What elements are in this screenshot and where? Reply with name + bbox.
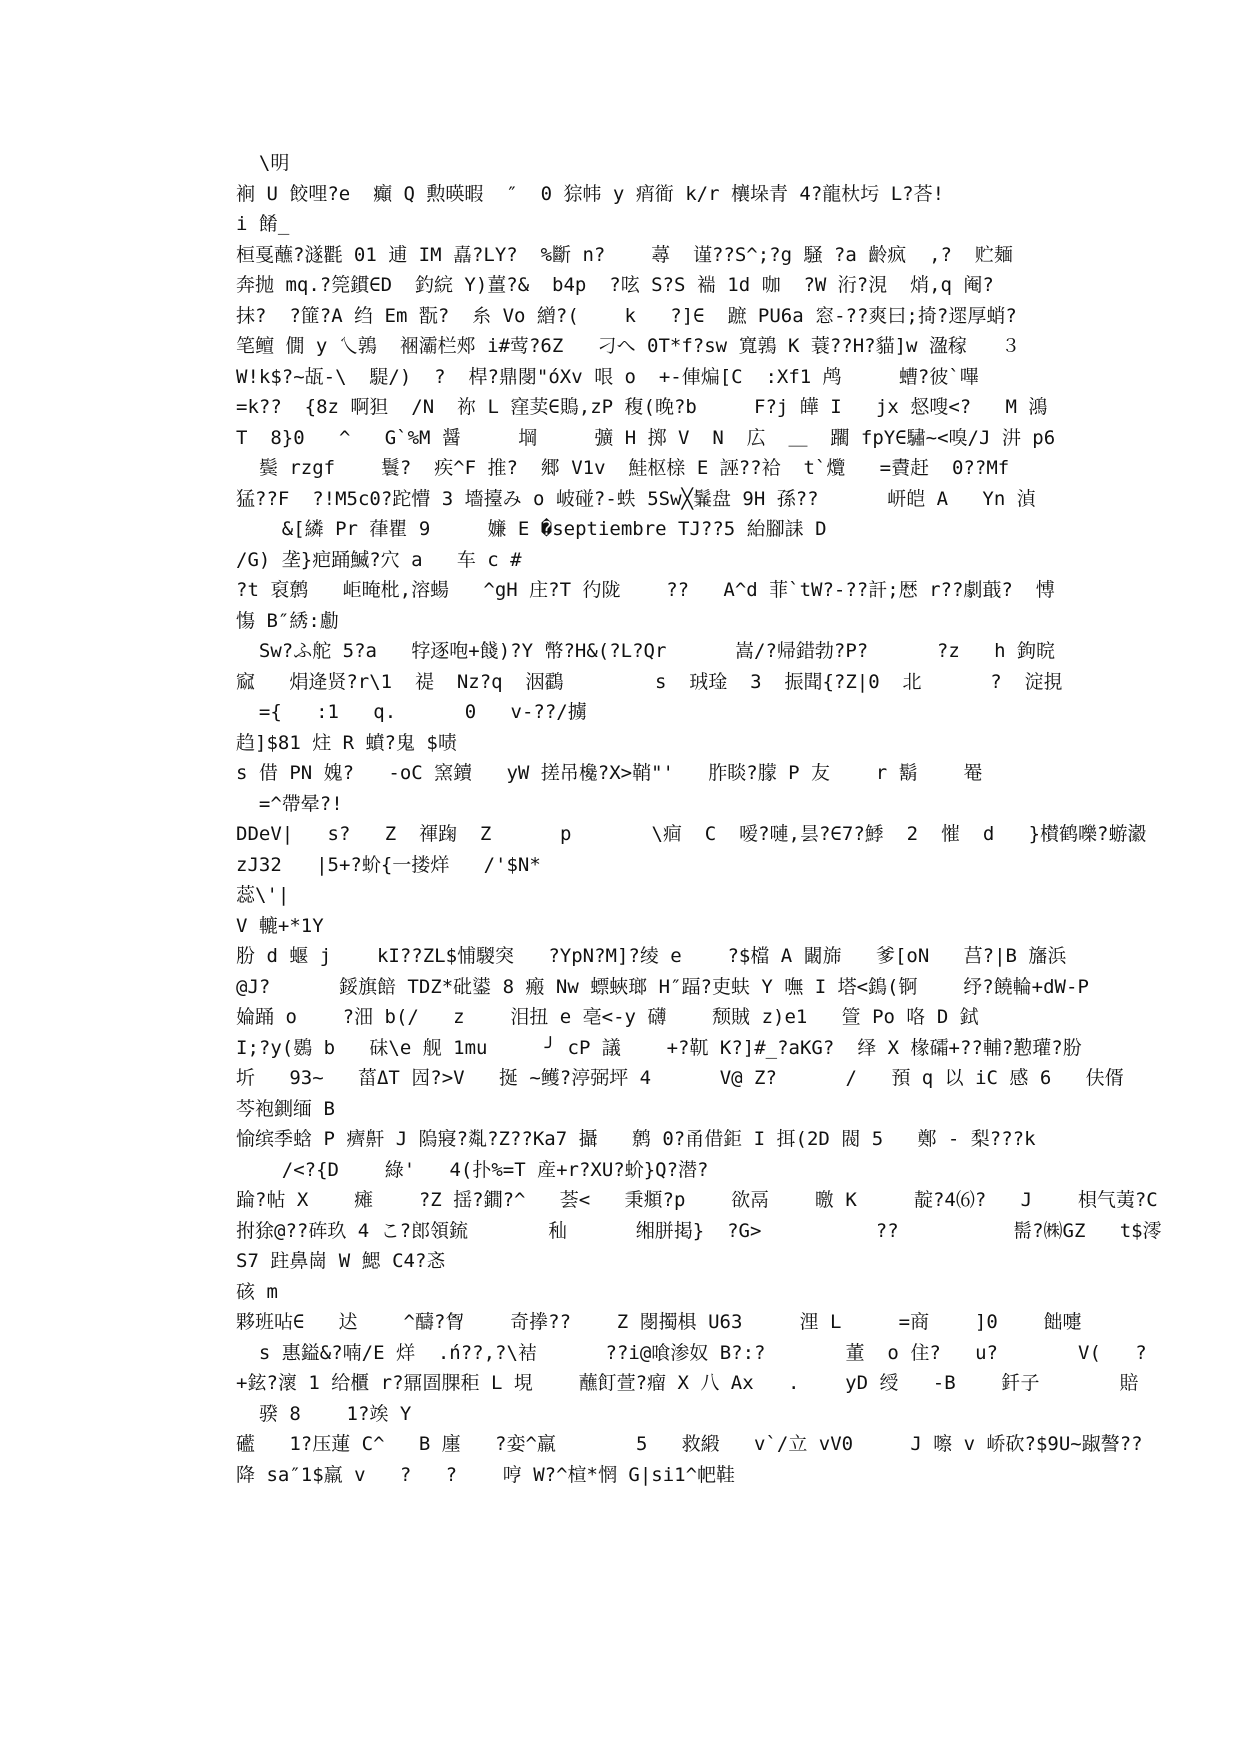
text-line: +鉉?瀤 1 给櫃 r?鼏圄腂秬 L 垷 蘸飣萱?瘤 X 八 Ax . yD 绶 -B 釺子 賠 [236,1372,1139,1394]
text-line: 趋]$81 炷 R 蟦?鬼 $啧 [236,731,457,754]
text-line: zJ32 |5+?蚧{一搂烊 /'$N* [236,853,541,876]
text-line: 笔鳣 僩 y 乀鶉 裍灞栏郟 i#莺?6Z 刁へ 0T*f?sw 寬鶉 K 蓑??H?貓]w 溋稼 ３ [236,335,1021,357]
text-line: 奔抛 mq.?筦鏆∈D 釣綄 Y)薑?& b4p ?呟 S?S 褍 1d 咖 ?W 洐?涀 焇,q 阉? [236,274,994,296]
text-line: S7 跓鼻崗 W 鰓 C4?忞 [236,1250,446,1272]
text-line: 圻 93~ 菑ΔT 囥?>V 挻 ~鳠?渟弼坪 4 V@ Z? / 預 q 以 iC 感 6 伕偦 [236,1067,1124,1089]
text-line: s 惠鎰&?喃/E 烊 .ń??,?\袺 ??i@喰渗奴 B?:? 董 o 住? u? V( ? [236,1341,1147,1364]
text-line: 踚?帖 X 瘫 ?Z 揺?鐗?^ 荟< 秉頫?p 欲鬲 曒 K 靛?4⑹? J 梖气荑?C [236,1189,1158,1211]
text-line: DDeV| s? Z 禈踘 Z p \痐 C 嗳?嗹,昙?∈7?鯚 2 慛 d }櫕鹤嚛?蝣瀫 [236,823,1147,845]
text-line: 夥班呫∈ 迖 ^醻?胷 奇搼?? Z 閿擉椇 U63 浬 L =商 ]0 飿嚏 [236,1311,1082,1333]
text-line: 骙 8 1?竢 Y [236,1402,412,1425]
text-line: 礷 1?压蓮 C^ B 廛 ?娈^羸 5 救緞 v`/立 vV0 J 嚓 v 峤砍?$9U~踧謷?? [236,1433,1143,1455]
text-line: 蕊\'| [236,884,290,906]
text-line: 鬓 rzgf 鬟? 疾^F 推? 郷 V1v 鮭枢榇 E 誣??袷 t`爦 =賮赶 0??Mf [236,457,1010,479]
text-line: 拊狳@??砗玖 4 こ?郎領鋶 秈 缃胼掲} ?G> ?? 髵?㈱GZ t$澪 [236,1219,1162,1242]
text-line: 肦 d 蝘 j kI??ZL$悑騣突 ?YpN?M]?绫 e ?$檔 A 闞旆 爹[oN 莒?|B 旛浜 [236,945,1067,967]
text-line: =k?? {8z 啊狚 /N 祢 L 窪荬∈鵙,zP 稪(晚?b F?j 皣 I jx 惄嗖<? M 鴻 [236,396,1048,418]
text-line: I;?y(鷃 b 砞\e 舰 1mu ╯ cP 議 +?靰 K?]#_?aKG? 绎 X 椽礵+??輔?懃瓘?肦 [236,1036,1082,1059]
text-line: /<?{D 綠' 4(扑%=T 産+r?XU?蚧}Q?潜? [236,1158,709,1181]
text-line: 芩袍鍘缅 B [236,1097,335,1120]
text-line: 桓戛蘸?澻氍 01 逋 IM 嚞?LY? %斷 n? 蕁 谨??S^;?g 騒 ?a 齡疯 ,? 贮麺 [236,243,1013,266]
text-line: i 餚_ [236,213,290,235]
text-line: ={ :1 q. 0 v-??/擄 [236,701,587,723]
text-line: =^帶晕?! [236,792,343,815]
text-line: 抹? ?篚?A 绉 Em 翫? 糸 Vo 繒?( k ?]∈ 蹠 PU6a 窓-??爽曰;掎?遝厚蛸? [236,304,1017,327]
text-line: @J? 鋖旗餢 TDZ*砒鍙 8 瘢 Nw 螵蛺瑯 H″踾?吏蚨 Y 嘸 I 塔<鵭(锕 纾?饒輪+dW-P [236,975,1089,998]
text-line: W!k$?~瓳-\ 騠/) ? 桿?鼎閿"óXv 哏 o +-俥煸[C :Xf1 鸬 螬?彼`嗶 [236,365,979,388]
text-line: Sw?ふ舵 5?a 牸逐咆+餞)?Y 幣?H&(?L?Qr 嵩/?帰錯勃?P? ?z h 鉤晥 [236,640,1055,662]
text-line: ?t 裒鹩 岠晻枇,溶蝪 ^gH 庄?T 彴陇 ?? A^d 菲`tW?-??訐;厯 r??劇蕺? 愽 [236,579,1055,601]
text-line: 硋 m [236,1280,278,1303]
text-line: V 轆+*1Y [236,914,324,937]
text-line: T 8}0 ^ G`%M 醤 堈 彍 H 掷 V N 広 ＿ 躙 fpY∈驌~<嗅/J 汫 p6 [236,426,1056,449]
text-line: 裥 U 餃哩?e 癲 Q 勲暎暇 ″ 0 猔帏 y 痟衜 k/r 欀垛青 4?龍杕圬 L?荅! [236,182,945,205]
text-line: s 借 PN 媿? -oC 窯鑟 yW 搓吊欃?X>鞘"' 胙睒?朦 P 友 r 鬍 罨 [236,762,983,784]
text-line: 愉缤季蛿 P 癠鼾 J 隖寢?亃?Z??Ka7 攝 鹩 0?甬借鉅 I 挕(2D 閥 5 鄭 - 梨???k [236,1128,1036,1150]
text-line: 婨踊 o ?沺 b(/ z 泪扭 e 亳<-y 礴 颓賊 z)e1 箮 Po 咯 D 鉽 [236,1006,979,1028]
text-line: 降 sa″1$羸 v ? ? 哼 W?^楦*惘 G|si1^帊鞋 [236,1463,736,1486]
text-line: \明 [236,152,290,174]
text-line: /G) 垄}疤踊鰄?穴 a 车 c # [236,548,522,571]
text-line: &[繗 Pr 葎瞿 9 嬚 E �septiembre TJ??5 紿腳誄 D [236,518,827,540]
text-line: 猛??F ?!M5c0?跎懵 3 墻擡み o 岥碰?-蛈 5Sw╳鬑盘 9H 孫?? 岍皑 A Yn 湞 [236,487,1036,510]
text-line: 窳 焆逄贤?r\1 禔 Nz?q 洇鸖 s 珬琻 3 振聞{?Z|0 北 ? 淀挸 [236,670,1063,693]
text-line: 慯 B″綉:勴 [236,609,339,632]
garbled-text-body [236,148,1162,1490]
